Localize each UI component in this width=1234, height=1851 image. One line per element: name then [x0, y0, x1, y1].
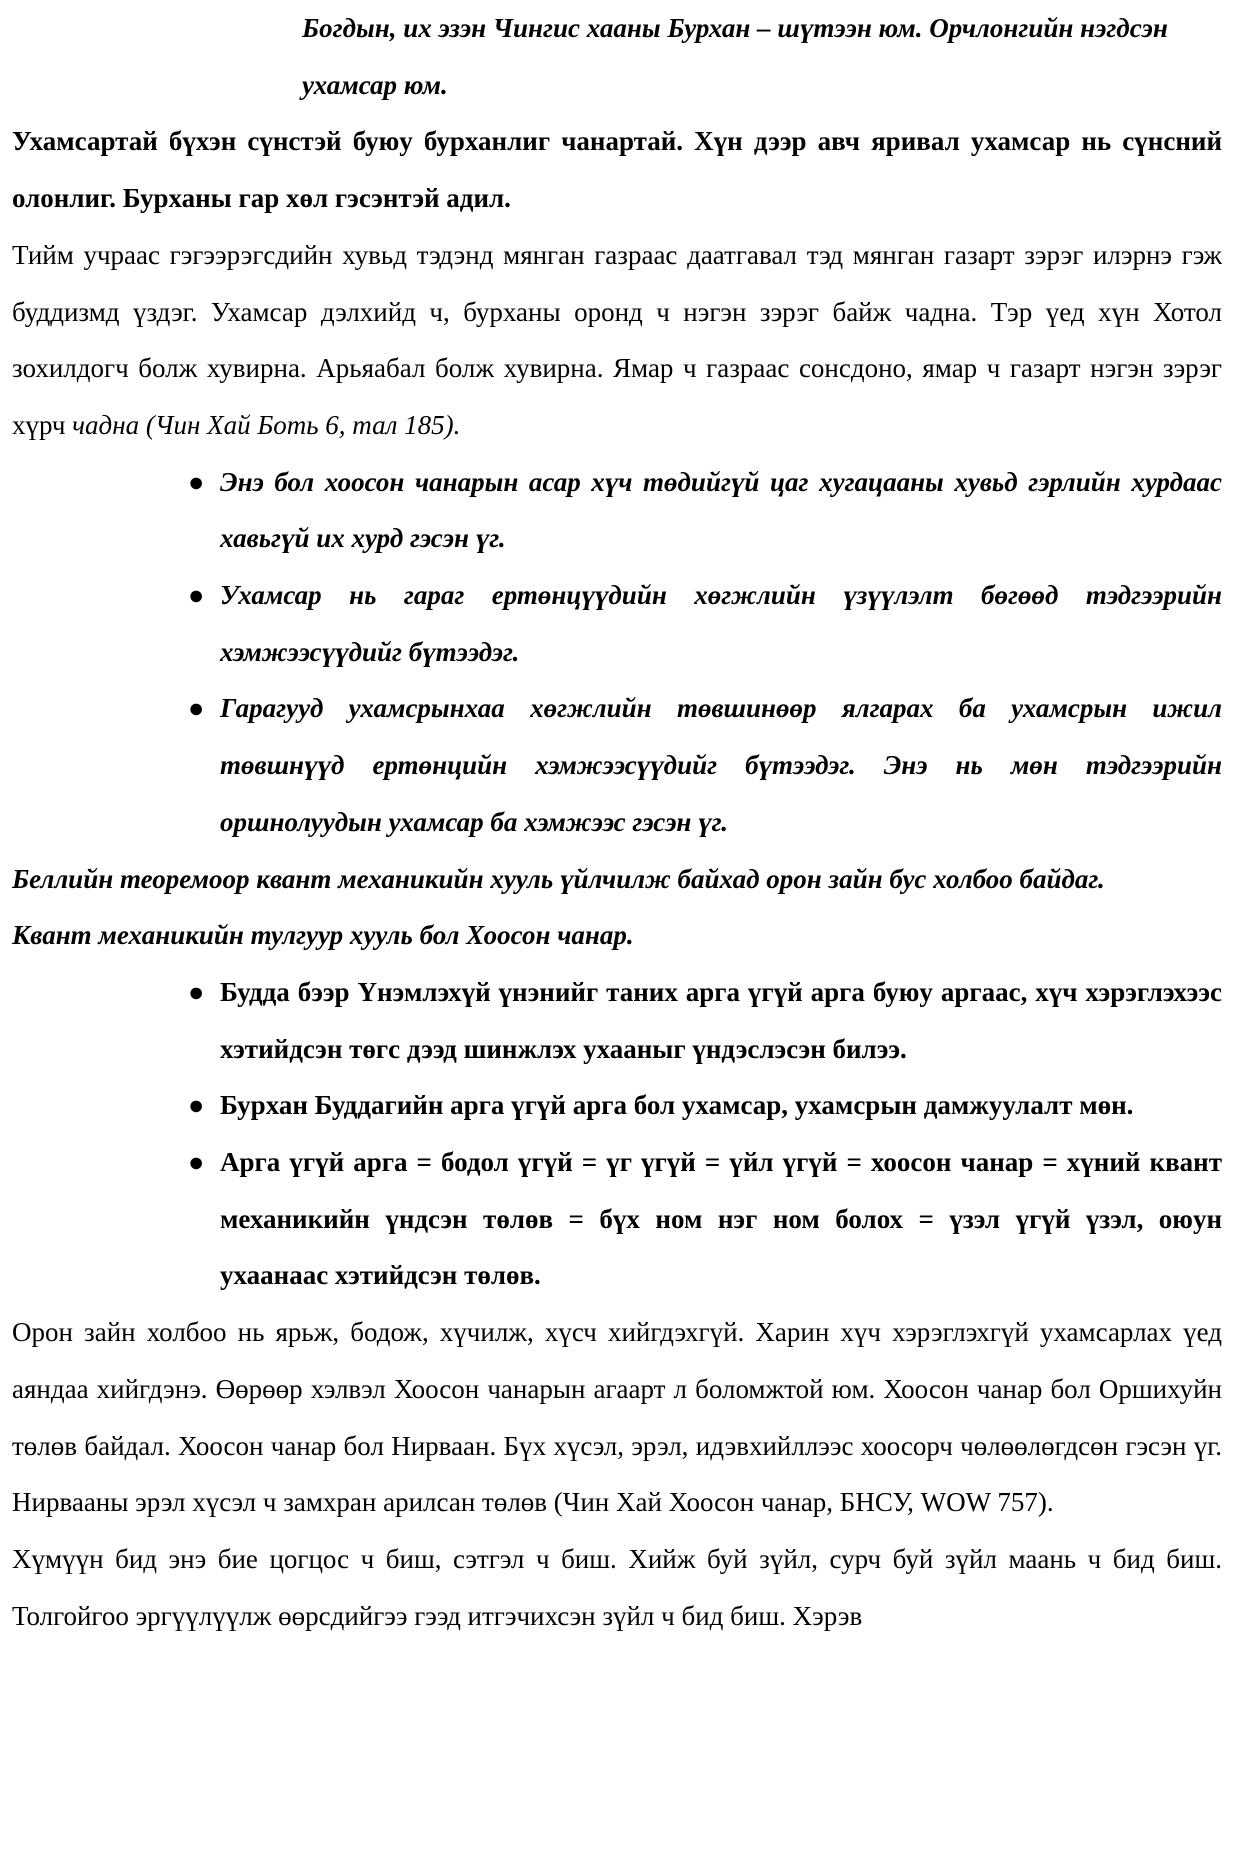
- list-item-text: Будда бээр Үнэмлэхүй үнэнийг таних арга үгүй арга буюу аргаас, хүч хэрэглэхээс хэтийдсэн төгс дээд шинжлэх ухааныг үндэслэсэн билээ.: [220, 976, 1222, 1064]
- list-item: [188, 680, 1222, 850]
- citation-text: чадна (Чин Хай Боть 6, тал 185).: [72, 409, 461, 440]
- list-item: [188, 567, 1222, 680]
- body-paragraph-1: [12, 227, 1222, 454]
- body-paragraph-1-text: Тийм учраас гэгээрэгсдийн хувьд тэдэнд мянган газраас даатгавал тэд мянган газарт зэрэг илэрнэ гэж буддизмд үздэг. Ухамсар дэлхийд ч, бурханы оронд ч нэгэн зэрэг байж чадна. Тэр үед хүн Хотол зохилдогч болж хувирна. Арьяабал болж хувирна. Ямар ч газраас сонсдоно, ямар ч газарт нэгэн зэрэг хүрч: [12, 239, 1222, 440]
- bullet-icon: ●: [188, 466, 205, 497]
- bold-paragraph: Ухамсартай бүхэн сүнстэй буюу бурханлиг чанартай. Хүн дээр авч яривал ухамсар нь сүнсний олонлиг. Бурханы гар хөл гэсэнтэй адил.: [12, 126, 1222, 214]
- bullet-icon: ●: [188, 693, 205, 724]
- body-paragraph-2: Орон зайн холбоо нь ярьж, бодож, хүчилж, хүсч хийгдэхгүй. Харин хүч хэрэглэхгүй ухамсарлах үед аяндаа хийгдэнэ. Өөрөөр хэлвэл Хоосон чанарын агаарт л боломжтой юм. Хоосон чанар бол Оршихуйн төлөв байдал. Хоосон чанар бол Нирваан. Бүх хүсэл, эрэл, идэвхийллээс хоосорч чөлөөлөгдсөн гэсэн үг. Нирвааны эрэл хүсэл ч замхран арилсан төлөв (Чин Хай Хоосон чанар, БНСУ, WOW 757).: [12, 1317, 1222, 1518]
- list-item-text: Бурхан Буддагийн арга үгүй арга бол ухамсар, ухамсрын дамжуулалт мөн.: [220, 1090, 1134, 1121]
- body-paragraph-3: Хүмүүн бид энэ бие цогцос ч биш, сэтгэл ч биш. Хийж буй зүйл, сурч буй зүйл маань ч бид биш. Толгойгоо эргүүлүүлж өөрсдийгээ гээд итгэчихсэн зүйл ч бид биш. Хэрэв: [12, 1543, 1222, 1631]
- bullet-icon: ●: [188, 1147, 205, 1178]
- bullet-icon: ●: [188, 1090, 205, 1121]
- list-item: [188, 1134, 1222, 1304]
- bell-theorem-paragraph: Беллийн теоремоор квант механикийн хууль үйлчилж байхад орон зайн бус холбоо байдаг.: [12, 863, 1105, 894]
- list-item-text: Ухамсар нь гараг ертөнцүүдийн хөгжлийн үзүүлэлт бөгөөд тэдгээрийн хэмжээсүүдийг бүтээдэг.: [220, 580, 1222, 667]
- list-item: [188, 454, 1222, 567]
- bullet-icon: ●: [188, 580, 205, 611]
- quantum-paragraph: Квант механикийн тулгуур хууль бол Хоосон чанар.: [12, 920, 634, 951]
- intro-paragraph: Богдын, их эзэн Чингис хааны Бурхан – шүтээн юм. Орчлонгийн нэгдсэн ухамсар юм.: [302, 13, 1168, 100]
- list-item: [188, 1077, 1222, 1134]
- list-item: [188, 964, 1222, 1077]
- bullet-icon: ●: [188, 976, 205, 1007]
- bullet-list-2: [12, 964, 1222, 1304]
- bullet-list-1: [12, 454, 1222, 851]
- list-item-text: Арга үгүй арга = бодол үгүй = үг үгүй = үйл үгүй = хоосон чанар = хүний квант механикийн үндсэн төлөв = бүх ном нэг ном болох = үзэл үгүй үзэл, оюун ухаанаас хэтийдсэн төлөв.: [220, 1147, 1222, 1291]
- list-item-text: Гарагууд ухамсрынхаа хөгжлийн төвшинөөр ялгарах ба ухамсрын ижил төвшнүүд ертөнцийн хэмжээсүүдийг бүтээдэг. Энэ нь мөн тэдгээрийн оршнолуудын ухамсар ба хэмжээс гэсэн үг.: [220, 693, 1222, 837]
- list-item-text: Энэ бол хоосон чанарын асар хүч төдийгүй цаг хугацааны хувьд гэрлийн хурдаас хавьгүй их хурд гэсэн үг.: [220, 466, 1222, 554]
